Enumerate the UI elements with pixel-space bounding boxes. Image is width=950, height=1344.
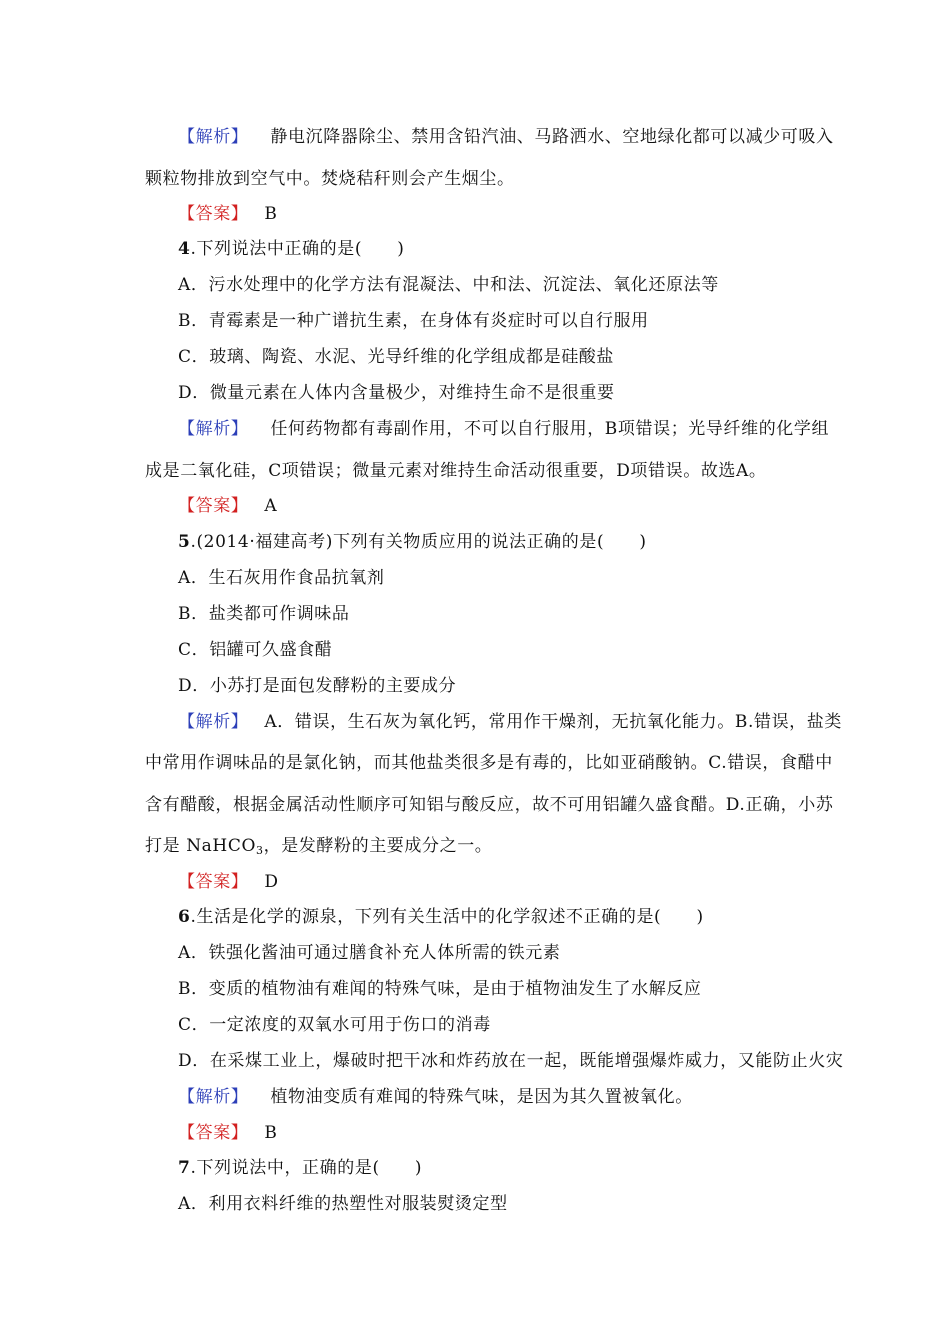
question-number: 5 — [178, 532, 191, 552]
analysis-tag: 【解析】 — [178, 712, 249, 732]
q5-analysis-line-1 — [178, 711, 842, 733]
q6-stem — [178, 906, 704, 928]
q5-option-c: C．铝罐可久盛食醋 — [178, 640, 333, 660]
analysis-tag: 【解析】 — [178, 127, 249, 147]
q5-option-a: A．生石灰用作食品抗氧剂 — [178, 568, 385, 588]
q6-analysis-line-1 — [178, 1086, 693, 1108]
analysis-tag: 【解析】 — [178, 419, 249, 439]
analysis-text: 打是 NaHCO — [145, 836, 256, 856]
answer-tag: 【答案】 — [178, 1123, 249, 1143]
answer-value: B — [264, 1123, 278, 1143]
q4-stem — [178, 238, 405, 260]
question-text: .下列说法中，正确的是( ) — [190, 1158, 423, 1178]
q4-answer — [178, 495, 277, 517]
q6-option-c: C．一定浓度的双氧水可用于伤口的消毒 — [178, 1015, 491, 1035]
q4-option-d: D．微量元素在人体内含量极少，对维持生命不是很重要 — [178, 383, 615, 403]
question-text: .下列说法中正确的是( ) — [190, 239, 405, 259]
question-number: 4 — [178, 239, 191, 259]
q4-analysis-line-2: 成是二氧化硅，C项错误；微量元素对维持生命活动很重要，D项错误。故选A。 — [145, 461, 767, 481]
q5-analysis-line-2: 中常用作调味品的是氯化钠，而其他盐类很多是有毒的，比如亚硝酸钠。C.错误，食醋中 — [145, 753, 833, 773]
answer-value: A — [264, 496, 278, 516]
answer-value: B — [264, 204, 278, 224]
q4-analysis-line-1 — [178, 418, 829, 440]
q5-option-b: B．盐类都可作调味品 — [178, 604, 350, 624]
q5-answer — [178, 871, 279, 893]
q4-option-a: A．污水处理中的化学方法有混凝法、中和法、沉淀法、氧化还原法等 — [178, 275, 719, 295]
q6-answer — [178, 1122, 278, 1144]
q3-analysis-line-1 — [178, 126, 834, 148]
analysis-text: ，是发酵粉的主要成分之一。 — [263, 836, 493, 856]
q4-option-c: C．玻璃、陶瓷、水泥、光导纤维的化学组成都是硅酸盐 — [178, 347, 615, 367]
answer-tag: 【答案】 — [178, 496, 249, 516]
question-text: .(2014·福建高考)下列有关物质应用的说法正确的是( ) — [190, 532, 647, 552]
analysis-text: 植物油变质有难闻的特殊气味，是因为其久置被氧化。 — [270, 1087, 693, 1107]
q6-option-b: B．变质的植物油有难闻的特殊气味，是由于植物油发生了水解反应 — [178, 979, 702, 999]
q5-analysis-line-3: 含有醋酸，根据金属活动性顺序可知铝与酸反应，故不可用铝罐久盛食醋。D.正确，小苏 — [145, 795, 834, 815]
analysis-text: 任何药物都有毒副作用，不可以自行服用，B项错误；光导纤维的化学组 — [270, 419, 830, 439]
formula-subscript: 3 — [255, 844, 264, 857]
q4-option-b: B．青霉素是一种广谱抗生素，在身体有炎症时可以自行服用 — [178, 311, 649, 331]
q7-stem — [178, 1157, 422, 1179]
analysis-text: 静电沉降器除尘、禁用含铅汽油、马路洒水、空地绿化都可以减少可吸入 — [270, 127, 834, 147]
q7-option-a: A．利用衣料纤维的热塑性对服装熨烫定型 — [178, 1194, 508, 1214]
answer-tag: 【答案】 — [178, 204, 249, 224]
answer-value: D — [264, 872, 279, 892]
q5-stem — [178, 531, 647, 553]
q6-option-d: D．在采煤工业上，爆破时把干冰和炸药放在一起，既能增强爆炸威力，又能防止火灾 — [178, 1051, 844, 1071]
q5-analysis-line-4 — [145, 835, 492, 857]
question-text: .生活是化学的源泉，下列有关生活中的化学叙述不正确的是( ) — [190, 907, 704, 927]
question-number: 6 — [178, 907, 191, 927]
q3-answer — [178, 203, 278, 225]
answer-tag: 【答案】 — [178, 872, 249, 892]
q6-option-a: A．铁强化酱油可通过膳食补充人体所需的铁元素 — [178, 943, 561, 963]
question-number: 7 — [178, 1158, 191, 1178]
q3-analysis-line-2: 颗粒物排放到空气中。焚烧秸秆则会产生烟尘。 — [145, 169, 515, 189]
analysis-tag: 【解析】 — [178, 1087, 249, 1107]
analysis-text: A．错误，生石灰为氧化钙，常用作干燥剂，无抗氧化能力。B.错误，盐类 — [264, 712, 842, 732]
q5-option-d: D．小苏打是面包发酵粉的主要成分 — [178, 676, 457, 696]
